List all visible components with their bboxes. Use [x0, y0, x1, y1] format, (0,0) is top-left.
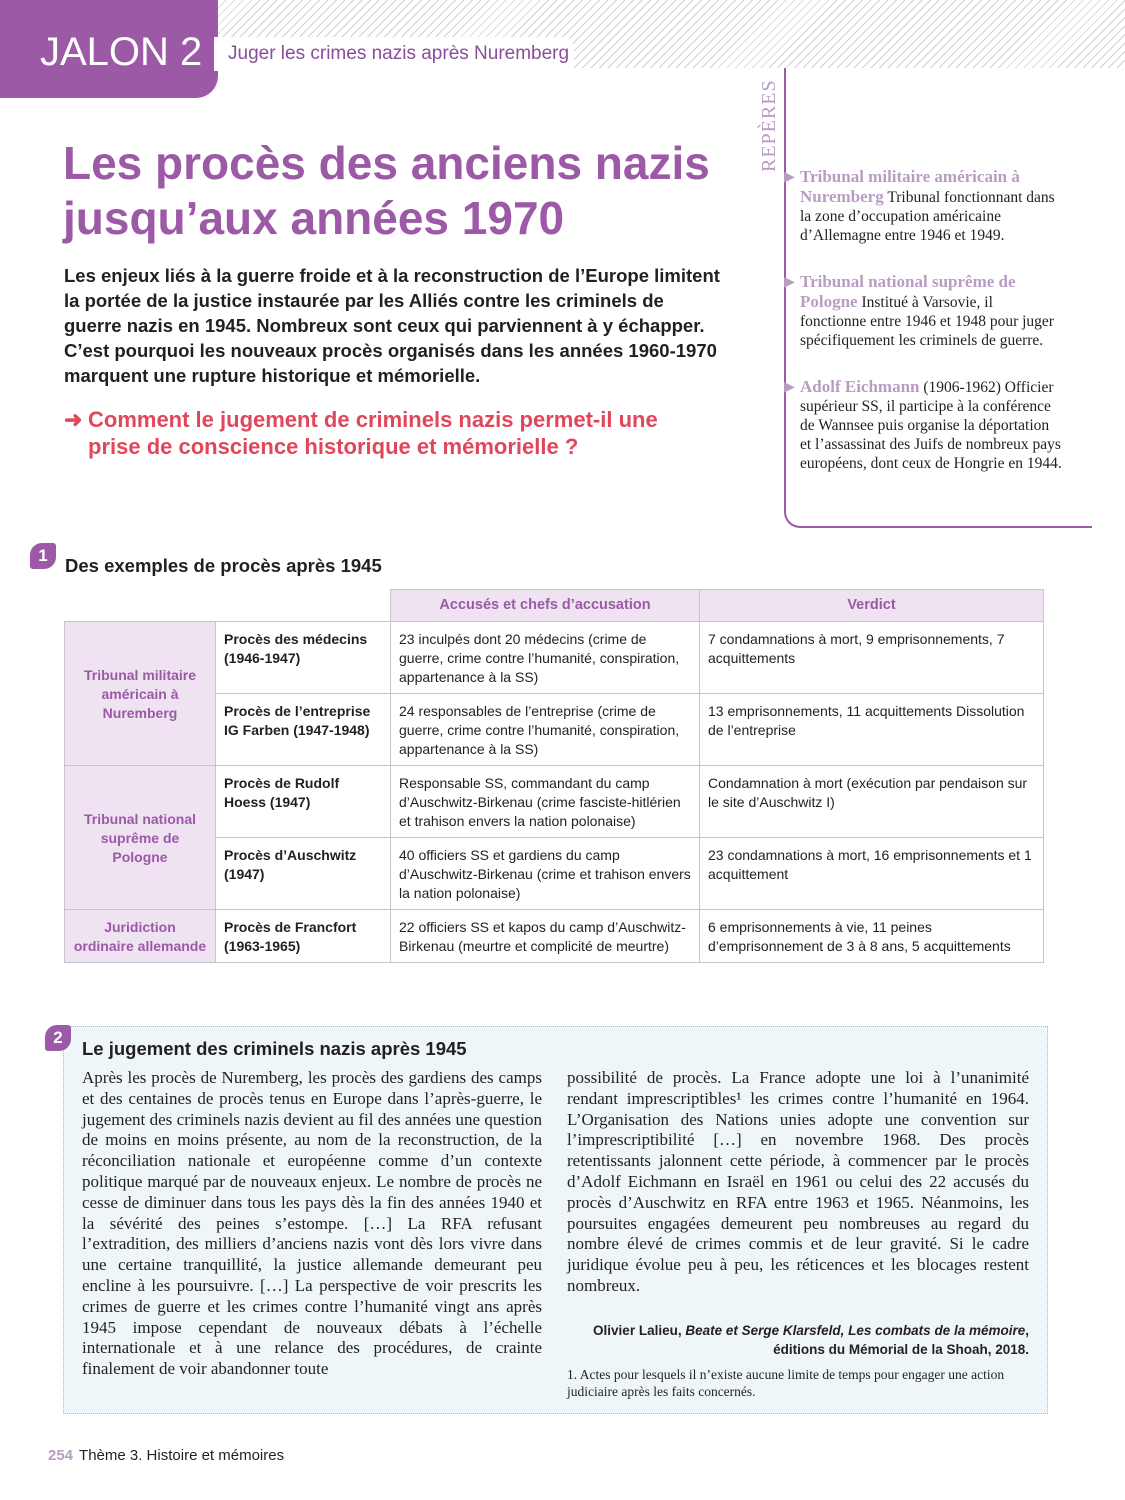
trial-cell: Procès de Francfort (1963-1965): [216, 910, 391, 963]
doc2-title: Le jugement des criminels nazis après 1945: [82, 1038, 467, 1059]
repere-term: Tribunal militaire américain à Nuremberg: [800, 167, 1020, 206]
arrow-right-icon: ➜: [64, 407, 83, 432]
page-footer: [48, 1447, 284, 1464]
title-line-2: jusqu’aux années 1970: [63, 192, 565, 244]
repere-item: [784, 272, 1062, 350]
table-header-blank: [65, 590, 391, 622]
repere-definition: Tribunal fonctionnant dans la zone d’occupation américaine d’Allemagne entre 1946 et 1949.: [800, 189, 1055, 244]
accused-cell: 40 officiers SS et gardiens du camp d’Auschwitz-Birkenau (crime et trahison envers la nation polonaise): [391, 838, 700, 910]
doc1-number-badge: 1: [30, 543, 56, 569]
accused-cell: Responsable SS, commandant du camp d’Auschwitz-Birkenau (crime fasciste-hitlérien et trahison envers la nation polonaise): [391, 766, 700, 838]
repere-term: Tribunal national suprême de Pologne: [800, 272, 1016, 311]
repere-term: Adolf Eichmann: [800, 377, 920, 396]
table-row: [65, 622, 1044, 694]
repere-definition: (1906-1962) Officier supérieur SS, il participe à la conférence de Wannsee puis organise la déportation et l’assassinat des Juifs de nombreux pays européens, dont ceux de Hongrie en 1944.: [800, 379, 1062, 472]
table-row: [65, 910, 1044, 963]
jalon-tab: [0, 0, 218, 98]
verdict-cell: 7 condamnations à mort, 9 emprisonnements, 7 acquittements: [700, 622, 1044, 694]
accused-cell: 23 inculpés dont 20 médecins (crime de guerre, crime contre l’humanité, conspiration, appartenance à la SS): [391, 622, 700, 694]
question-text: Comment le jugement de criminels nazis permet-il une prise de conscience historique et mémorielle ?: [88, 407, 658, 459]
accused-cell: 24 responsables de l’entreprise (crime de guerre, crime contre l’humanité, conspiration, appartenance à la SS): [391, 694, 700, 766]
doc2-column-1: Après les procès de Nuremberg, les procès des gardiens des camps et des centaines de procès tenus en Europe dans l’après-guerre, le jugement des criminels nazis devient au fil des années une question de moins en moins présente, au nom de la reconstruction, de la réconciliation nationale et européenne comme d’un contexte politique marqué par de nouveaux enjeux. Le nombre de procès ne cesse de diminuer dans tous les pays dès la fin des années 1940 et la sévérité des peines s’estompe. […] La RFA refusant l’extradition, des milliers d’anciens nazis vont dès lors vivre dans une certaine tranquillité, la justice allemande demeurant peu encline à les poursuivre. […] La perspective de voir prescrits les crimes de guerre et les crimes contre l’humanité vingt ans après 1945 impose cependant de nouveaux débats à l’échelle internationale et à une relance des procédures, de crainte finalement de voir abandonner toute: [82, 1068, 542, 1379]
table-header-row: [65, 590, 1044, 622]
trial-cell: Procès des médecins (1946-1947): [216, 622, 391, 694]
intro-paragraph: Les enjeux liés à la guerre froide et à la reconstruction de l’Europe limitent la portée de la justice instaurée par les Alliés contre les criminels de guerre nazis en 1945. Nombreux sont ceux qui parviennent à y échapper. C’est pourquoi les nouveaux procès organisés dans les années 1960-1970 marquent une rupture historique et mémorielle.: [64, 265, 720, 386]
reperes-label: REPÈRES: [758, 79, 780, 172]
doc1-title: Des exemples de procès après 1945: [65, 555, 382, 576]
source-book-title: Beate et Serge Klarsfeld, Les combats de la mémoire: [685, 1323, 1026, 1338]
doc2-number-badge: 2: [45, 1025, 71, 1051]
trial-cell: Procès de l’entreprise IG Farben (1947-1948): [216, 694, 391, 766]
source-author: Olivier Lalieu,: [593, 1323, 686, 1338]
verdict-cell: Condamnation à mort (exécution par pendaison sur le site d’Auschwitz I): [700, 766, 1044, 838]
page-number: 254: [48, 1447, 74, 1464]
source-publisher: , éditions du Mémorial de la Shoah, 2018.: [773, 1323, 1029, 1357]
triangle-right-icon: ▶: [784, 380, 795, 395]
jalon-subtitle-box: [214, 37, 574, 71]
problem-question: [64, 406, 704, 460]
doc2-column-2: possibilité de procès. La France adopte une loi à l’unanimité rendant imprescriptibles¹ les crimes contre l’humanité en 1964. L’Organisation des Nations unies adopte une convention sur l’imprescriptibilité […] en novembre 1968. Des procès retentissants jalonnent cette période, à commencer par le procès d’Adolf Eichmann en Israël en 1961 ou celui des 22 accusés du procès d’Auschwitz en RFA entre 1963 et 1965. Néanmoins, les poursuites engagées demeurent peu nombreuses au regard du nombre élevé de crimes commis et de leur gravité. Si le cadre juridique évolue peu à peu, les réticences et les blocages restent nombreux.: [567, 1068, 1029, 1295]
repere-item: [784, 167, 1062, 245]
title-line-1: Les procès des anciens nazis: [63, 137, 710, 189]
court-cell: Tribunal national suprême de Pologne: [65, 766, 216, 910]
verdict-cell: 6 emprisonnements à vie, 11 peines d’emprisonnement de 3 à 8 ans, 5 acquittements: [700, 910, 1044, 963]
verdict-cell: 13 emprisonnements, 11 acquittements Dissolution de l’entreprise: [700, 694, 1044, 766]
doc2-footnote: 1. Actes pour lesquels il n’existe aucune limite de temps pour engager une action judiciaire après les faits concernés.: [567, 1367, 1005, 1399]
repere-item: [784, 377, 1062, 473]
jalon-subtitle: Juger les crimes nazis après Nuremberg: [228, 43, 570, 64]
footer-theme: Thème 3. Histoire et mémoires: [79, 1447, 285, 1464]
doc2-source: [567, 1321, 1029, 1359]
column-header-verdict: Verdict: [700, 590, 1044, 622]
accused-cell: 22 officiers SS et kapos du camp d’Auschwitz-Birkenau (meurtre et complicité de meurtre): [391, 910, 700, 963]
court-cell: Tribunal militaire américain à Nuremberg: [65, 622, 216, 766]
trials-table: [64, 589, 1044, 963]
page-title: [63, 136, 763, 246]
table-row: [65, 766, 1044, 838]
trial-cell: Procès de Rudolf Hoess (1947): [216, 766, 391, 838]
triangle-right-icon: ▶: [784, 170, 795, 185]
jalon-label: JALON 2: [40, 30, 203, 74]
column-header-accused: Accusés et chefs d’accusation: [391, 590, 700, 622]
repere-definition: Institué à Varsovie, il fonctionne entre 1946 et 1948 pour juger spécifiquement les criminels de guerre.: [800, 294, 1054, 349]
trial-cell: Procès d’Auschwitz (1947): [216, 838, 391, 910]
court-cell: Juridiction ordinaire allemande: [65, 910, 216, 963]
verdict-cell: 23 condamnations à mort, 16 emprisonnements et 1 acquittement: [700, 838, 1044, 910]
triangle-right-icon: ▶: [784, 275, 795, 290]
